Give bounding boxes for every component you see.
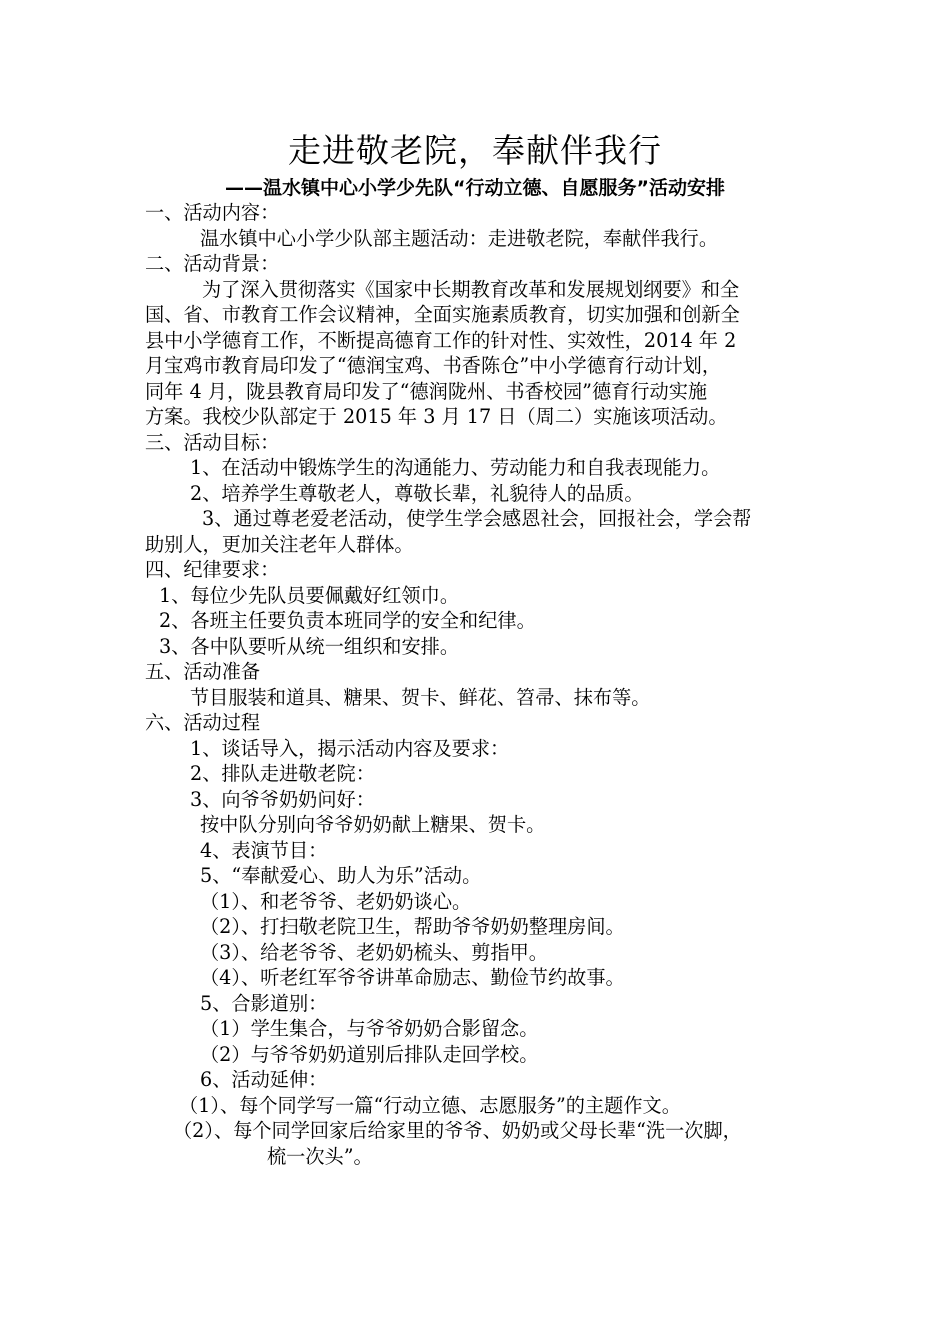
document-subtitle: ——温水镇中心小学少先队“行动立德、自愿服务”活动安排	[225, 177, 725, 199]
paragraph-line: 月宝鸡市教育局印发了“德润宝鸡、书香陈仓”中小学德育行动计划，	[145, 354, 722, 377]
sub-list-item: （2）与爷爷奶奶道别后排队走回学校。	[200, 1042, 539, 1066]
sub-list-item: （1）、和老爷爷、老奶奶谈心。	[200, 889, 472, 913]
paragraph-line: 国、省、市教育工作会议精神，全面实施素质教育，切实加强和创新全	[145, 303, 740, 326]
list-item: 6、活动延伸：	[200, 1068, 328, 1091]
document-body	[145, 200, 825, 1169]
sub-list-item: （1）、每个同学写一篇“行动立德、志愿服务”的主题作文。	[179, 1093, 681, 1117]
list-item: 4、表演节目：	[200, 838, 328, 862]
list-item: 5、合影道别：	[200, 991, 328, 1015]
list-item: 2、各班主任要负责本班同学的安全和纪律。	[159, 609, 536, 632]
paragraph-line: 县中小学德育工作，不断提高德育工作的针对性、实效性，2014 年 2	[145, 328, 737, 352]
list-item-continuation: 助别人，更加关注老年人群体。	[145, 532, 414, 556]
list-item: 5、“奉献爱心、助人为乐”活动。	[200, 864, 482, 887]
list-item: 3、各中队要听从统一组织和安排。	[159, 634, 460, 658]
section-heading-process: 六、活动过程	[145, 711, 261, 734]
paragraph-line: 按中队分别向爷爷奶奶献上糖果、贺卡。	[200, 813, 546, 836]
list-item: 2、培养学生尊敬老人，尊敬长辈，礼貌待人的品质。	[190, 481, 644, 505]
section-heading-background: 二、活动背景：	[145, 252, 280, 275]
sub-list-item: （4）、听老红军爷爷讲革命励志、勤俭节约故事。	[200, 966, 625, 989]
section-heading-preparation: 五、活动准备	[145, 660, 261, 683]
paragraph-line: 同年 4 月，陇县教育局印发了“德润陇州、书香校园”德育行动实施	[145, 379, 708, 403]
list-item: 1、每位少先队员要佩戴好红领巾。	[159, 583, 460, 607]
list-item: 2、排队走进敬老院：	[190, 762, 375, 785]
sub-list-item: （2）、打扫敬老院卫生，帮助爷爷奶奶整理房间。	[200, 915, 625, 938]
list-item: 3、通过尊老爱老活动，使学生学会感恩社会，回报社会，学会帮	[202, 507, 752, 530]
sub-list-item-continuation: 梳一次头”。	[267, 1144, 373, 1168]
section-heading-discipline: 四、纪律要求：	[145, 558, 280, 581]
list-item: 3、向爷爷奶奶问好：	[190, 787, 375, 811]
list-item: 1、谈话导入，揭示活动内容及要求：	[190, 736, 510, 760]
paragraph-line: 节目服装和道具、糖果、贺卡、鲜花、笤帚、抹布等。	[190, 685, 651, 709]
sub-list-item: （3）、给老爷爷、老奶奶梳头、剪指甲。	[200, 940, 548, 964]
section-heading-content: 一、活动内容：	[145, 201, 280, 224]
list-item: 1、在活动中锻炼学生的沟通能力、劳动能力和自我表现能力。	[190, 456, 721, 479]
sub-list-item: （2）、每个同学回家后给家里的爷爷、奶奶或父母长辈“洗一次脚，	[173, 1119, 742, 1142]
section-heading-goals: 三、活动目标：	[145, 430, 280, 454]
document-title: 走进敬老院，奉献伴我行	[288, 131, 662, 170]
paragraph-line: 为了深入贯彻落实《国家中长期教育改革和发展规划纲要》和全	[202, 277, 740, 301]
sub-list-item: （1）学生集合，与爷爷奶奶合影留念。	[200, 1017, 539, 1040]
paragraph-line: 温水镇中心小学少队部主题活动：走进敬老院，奉献伴我行。	[200, 226, 719, 250]
paragraph-line: 方案。我校少队部定于 2015 年 3 月 17 日（周二）实施该项活动。	[145, 405, 728, 428]
